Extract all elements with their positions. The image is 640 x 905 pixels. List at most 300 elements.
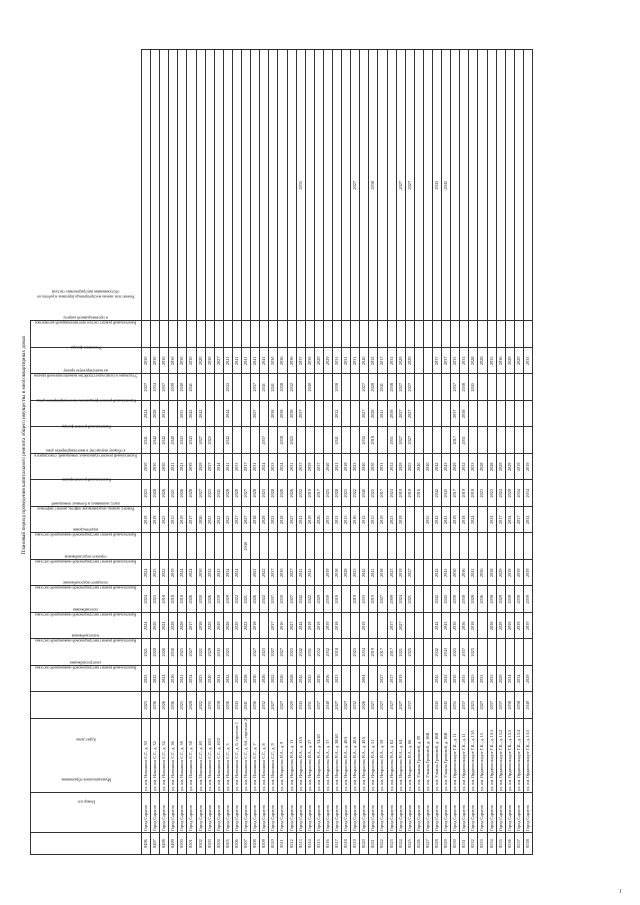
year-cell: 2037	[296, 454, 305, 481]
year-cell	[405, 507, 414, 534]
year-cell: 2032	[314, 639, 323, 666]
year-cell: 2031	[378, 454, 387, 481]
year-cell: 2027	[342, 692, 351, 719]
year-cell: 2041	[242, 348, 251, 375]
municipality-cell: Город Саратов	[142, 793, 151, 833]
year-cell	[342, 586, 351, 613]
year-cell: 2019	[378, 507, 387, 534]
year-cell	[423, 639, 432, 666]
year-cell: 2037	[405, 692, 414, 719]
year-cell	[351, 374, 360, 401]
year-cell: 2017	[378, 348, 387, 375]
row-number-cell: 8522	[378, 833, 387, 855]
year-cell: 2028	[342, 560, 351, 587]
table-body	[142, 50, 533, 855]
year-cell: 2026	[287, 480, 296, 507]
row-number-cell: 8535	[496, 833, 505, 855]
table-row	[169, 50, 178, 855]
year-cell	[423, 533, 432, 560]
year-cell: 2043	[433, 50, 442, 322]
year-cell	[523, 427, 532, 454]
year-cell: 2042	[433, 613, 442, 640]
year-cell	[205, 50, 214, 322]
year-cell: 2024	[142, 401, 151, 428]
year-cell: 2043	[232, 692, 241, 719]
year-cell	[505, 533, 514, 560]
year-cell: 2039	[514, 560, 523, 587]
year-cell	[214, 321, 223, 348]
year-cell: 2034	[223, 560, 232, 587]
year-cell: 2025	[205, 427, 214, 454]
municipality-cell: Город Саратов	[187, 793, 196, 833]
year-cell	[187, 50, 196, 322]
year-cell: 2032	[296, 480, 305, 507]
year-cell: 2025	[351, 560, 360, 587]
year-cell	[460, 50, 469, 322]
year-cell	[514, 50, 523, 322]
year-cell: 2035	[487, 348, 496, 375]
year-cell	[260, 50, 269, 322]
year-cell	[496, 639, 505, 666]
table-row	[369, 50, 378, 855]
year-cell: 2032	[332, 401, 341, 428]
year-cell: 2019	[142, 507, 151, 534]
year-cell: 2027	[396, 613, 405, 640]
year-cell: 2021	[251, 560, 260, 587]
year-cell: 2043	[442, 454, 451, 481]
year-cell: 2042	[296, 613, 305, 640]
year-cell: 2038	[387, 401, 396, 428]
table-row	[378, 50, 387, 855]
year-cell: 2031	[460, 427, 469, 454]
column-header-label: Капитальный ремонт фундамента многоквартирного дома	[36, 398, 136, 404]
year-cell: 2039	[523, 613, 532, 640]
year-cell: 2028	[478, 348, 487, 375]
year-cell: 2040	[242, 533, 251, 560]
year-cell: 2037	[487, 692, 496, 719]
year-cell: 2037	[205, 454, 214, 481]
year-cell	[260, 533, 269, 560]
year-cell: 2025	[369, 480, 378, 507]
year-cell: 2033	[523, 348, 532, 375]
year-cell	[523, 374, 532, 401]
year-cell: 2043	[442, 560, 451, 587]
year-cell: 2024	[160, 666, 169, 693]
address-cell: ул. им. Навашина С.Г., д. 7	[251, 719, 260, 793]
year-cell: 2043	[187, 427, 196, 454]
year-cell: 2028	[223, 480, 232, 507]
year-cell	[323, 427, 332, 454]
row-number-cell: 8533	[478, 833, 487, 855]
municipality-cell: Город Саратов	[442, 793, 451, 833]
year-cell	[196, 50, 205, 322]
year-cell: 2029	[514, 348, 523, 375]
year-cell	[478, 613, 487, 640]
year-cell: 2028	[260, 507, 269, 534]
year-cell: 2022	[305, 586, 314, 613]
year-cell	[505, 639, 514, 666]
year-cell: 2018	[469, 480, 478, 507]
year-cell	[423, 374, 432, 401]
year-cell: 2022	[214, 507, 223, 534]
year-cell: 2029	[496, 613, 505, 640]
address-cell: ул. им. Некрасова Н.А., д. 11	[287, 719, 296, 793]
year-cell: 2040	[360, 480, 369, 507]
year-cell: 2037	[296, 348, 305, 375]
year-cell: 2042	[223, 427, 232, 454]
year-cell: 2045	[442, 50, 451, 322]
year-cell	[442, 533, 451, 560]
municipality-cell: Город Саратов	[460, 793, 469, 833]
address-cell: ул. им. Навашина С.Г., д. 9	[269, 719, 278, 793]
year-cell	[314, 50, 323, 322]
row-number-cell: 8509	[260, 833, 269, 855]
year-cell: 2039	[514, 586, 523, 613]
year-cell: 2027	[478, 692, 487, 719]
year-cell: 2035	[487, 666, 496, 693]
year-cell: 2041	[378, 401, 387, 428]
year-cell: 2023	[260, 480, 269, 507]
year-cell	[178, 321, 187, 348]
table-row	[232, 50, 241, 855]
year-cell: 2027	[396, 427, 405, 454]
table-row	[196, 50, 205, 855]
year-cell: 2017	[387, 666, 396, 693]
year-cell	[423, 321, 432, 348]
year-cell: 2041	[469, 560, 478, 587]
year-cell: 2028	[369, 401, 378, 428]
year-cell	[151, 321, 160, 348]
year-cell: 2035	[460, 666, 469, 693]
year-cell: 2041	[260, 348, 269, 375]
year-cell: 2040	[523, 692, 532, 719]
year-cell	[196, 321, 205, 348]
row-number-cell: 8523	[387, 833, 396, 855]
year-cell: 2040	[360, 348, 369, 375]
year-cell	[487, 427, 496, 454]
year-cell: 2032	[351, 692, 360, 719]
row-number-cell: 8500	[178, 833, 187, 855]
year-cell	[496, 427, 505, 454]
year-cell: 2043	[442, 586, 451, 613]
year-cell: 2024	[178, 560, 187, 587]
address-cell: ул. им. Орджоникидзе Г.К., д. 15/1	[487, 719, 496, 793]
year-cell: 2032	[369, 348, 378, 375]
year-cell: 2027	[287, 586, 296, 613]
year-cell	[414, 586, 423, 613]
year-cell: 2024	[142, 560, 151, 587]
address-cell: ул. им. Некрасова Н.А., д. 64	[396, 719, 405, 793]
column-header-label: Утепление фасада	[70, 345, 102, 351]
year-cell: 2033	[469, 454, 478, 481]
year-cell: 2017	[187, 507, 196, 534]
table-row	[451, 50, 460, 855]
year-cell: 2042	[196, 401, 205, 428]
municipality-cell: Город Саратов	[505, 793, 514, 833]
year-cell: 2040	[423, 454, 432, 481]
year-cell: 2021	[269, 507, 278, 534]
year-cell: 2025	[469, 666, 478, 693]
address-cell: ул. им. Некрасова Н.А., д. 62	[387, 719, 396, 793]
year-cell: 2023	[387, 560, 396, 587]
row-number-cell: 8514	[305, 833, 314, 855]
year-cell: 2041	[169, 454, 178, 481]
year-cell: 2045	[296, 666, 305, 693]
year-cell: 2028	[278, 480, 287, 507]
year-cell: 2041	[332, 427, 341, 454]
year-cell	[478, 639, 487, 666]
year-cell	[214, 533, 223, 560]
year-cell	[242, 560, 251, 587]
year-cell: 2028	[487, 454, 496, 481]
year-cell	[323, 401, 332, 428]
year-cell	[242, 50, 251, 322]
year-cell: 2029	[451, 454, 460, 481]
year-cell: 2023	[196, 666, 205, 693]
year-cell: 2015	[369, 507, 378, 534]
year-cell	[451, 533, 460, 560]
municipality-cell: Город Саратов	[214, 793, 223, 833]
table-row	[187, 50, 196, 855]
year-cell: 2034	[360, 639, 369, 666]
year-cell	[305, 321, 314, 348]
municipality-cell: Город Саратов	[251, 793, 260, 833]
year-cell: 2027	[387, 692, 396, 719]
year-cell: 2034	[278, 454, 287, 481]
year-cell: 2042	[433, 480, 442, 507]
year-cell: 2034	[214, 666, 223, 693]
year-cell: 2018	[332, 639, 341, 666]
year-cell	[260, 401, 269, 428]
year-cell: 2023	[151, 586, 160, 613]
row-number-cell: 8499	[169, 833, 178, 855]
year-cell: 2024	[187, 560, 196, 587]
year-cell: 2029	[232, 666, 241, 693]
year-cell: 2019	[460, 480, 469, 507]
year-cell: 2022	[269, 666, 278, 693]
year-cell: 2027	[405, 50, 414, 322]
municipality-cell: Город Саратов	[169, 793, 178, 833]
year-cell: 2022	[232, 586, 241, 613]
year-cell	[314, 560, 323, 587]
municipality-cell: Город Саратов	[405, 793, 414, 833]
year-cell	[414, 692, 423, 719]
municipality-cell: Город Саратов	[232, 793, 241, 833]
address-cell: ул. им. Ульяны Громовой, д. 16В	[423, 719, 432, 793]
year-cell: 2029	[223, 586, 232, 613]
year-cell: 2021	[178, 666, 187, 693]
year-cell: 2027	[405, 401, 414, 428]
year-cell	[242, 321, 251, 348]
year-cell: 2037	[433, 348, 442, 375]
year-cell	[187, 533, 196, 560]
year-cell: 2027	[242, 507, 251, 534]
year-cell	[342, 533, 351, 560]
year-cell	[351, 666, 360, 693]
municipality-cell: Город Саратов	[323, 793, 332, 833]
year-cell	[487, 374, 496, 401]
municipality-cell: Город Саратов	[423, 793, 432, 833]
year-cell: 2026	[178, 480, 187, 507]
year-cell: 2019	[351, 586, 360, 613]
year-cell: 2041	[296, 560, 305, 587]
column-header	[31, 799, 142, 855]
year-cell: 2039	[323, 560, 332, 587]
year-cell	[260, 321, 269, 348]
column-header-label: Капитальный ремонт фасада	[61, 424, 111, 430]
year-cell: 2031	[305, 692, 314, 719]
year-cell	[487, 401, 496, 428]
year-cell: 2043	[223, 374, 232, 401]
year-cell: 2019	[369, 586, 378, 613]
year-cell: 2017	[496, 507, 505, 534]
table-row	[223, 50, 232, 855]
year-cell: 2042	[151, 427, 160, 454]
year-cell: 2040	[414, 454, 423, 481]
row-number-cell: 8534	[487, 833, 496, 855]
year-cell: 2038	[278, 401, 287, 428]
year-cell	[442, 427, 451, 454]
year-cell: 2018	[378, 560, 387, 587]
address-cell: ул. им. Некрасова Н.А., д. 66	[405, 719, 414, 793]
year-cell: 2029	[496, 454, 505, 481]
year-cell	[514, 427, 523, 454]
year-cell	[205, 401, 214, 428]
row-number-cell: 8511	[278, 833, 287, 855]
municipality-cell: Город Саратов	[514, 793, 523, 833]
municipality-cell: Город Саратов	[196, 793, 205, 833]
year-cell	[342, 666, 351, 693]
year-cell: 2031	[251, 454, 260, 481]
year-cell: 2022	[260, 560, 269, 587]
year-cell: 2036	[460, 560, 469, 587]
row-number-cell: 8505	[223, 833, 232, 855]
year-cell: 2028	[187, 480, 196, 507]
year-cell: 2022	[351, 480, 360, 507]
year-cell	[505, 427, 514, 454]
address-cell: ул. им. Некрасова Н.А., д. 37	[323, 719, 332, 793]
year-cell: 2004	[360, 666, 369, 693]
year-cell: 2035	[178, 401, 187, 428]
year-cell: 2017	[387, 639, 396, 666]
year-cell: 2021	[142, 639, 151, 666]
year-cell	[296, 321, 305, 348]
year-cell: 2019	[305, 507, 314, 534]
year-cell: 2040	[323, 692, 332, 719]
year-cell: 2038	[505, 692, 514, 719]
year-cell: 2028	[169, 613, 178, 640]
year-cell	[178, 50, 187, 322]
year-cell: 2035	[451, 692, 460, 719]
year-cell: 2017	[187, 613, 196, 640]
year-cell: 2039	[323, 613, 332, 640]
year-cell: 2019	[169, 560, 178, 587]
year-cell	[351, 613, 360, 640]
year-cell	[142, 50, 151, 322]
municipality-cell: Город Саратов	[332, 793, 341, 833]
year-cell	[232, 321, 241, 348]
year-cell	[323, 50, 332, 322]
year-cell: 2025	[178, 639, 187, 666]
year-cell: 2019	[305, 613, 314, 640]
year-cell	[378, 613, 387, 640]
year-cell: 2031	[332, 348, 341, 375]
municipality-cell: Город Саратов	[296, 793, 305, 833]
year-cell	[405, 321, 414, 348]
year-cell	[496, 401, 505, 428]
year-cell: 2038	[332, 374, 341, 401]
year-cell: 2043	[214, 560, 223, 587]
year-cell	[160, 533, 169, 560]
year-cell: 2042	[187, 401, 196, 428]
year-cell: 2015	[169, 507, 178, 534]
year-cell	[296, 533, 305, 560]
year-cell: 2031	[342, 348, 351, 375]
year-cell	[278, 321, 287, 348]
year-cell	[423, 692, 432, 719]
year-cell: 2027	[269, 692, 278, 719]
year-cell	[342, 374, 351, 401]
municipality-cell: Город Саратов	[414, 793, 423, 833]
year-cell	[232, 401, 241, 428]
year-cell: 2019	[396, 507, 405, 534]
year-cell: 2027	[142, 374, 151, 401]
year-cell	[251, 533, 260, 560]
year-cell	[187, 321, 196, 348]
year-cell: 2029	[205, 639, 214, 666]
year-cell: 2027	[287, 613, 296, 640]
year-cell: 2041	[296, 507, 305, 534]
year-cell: 2027	[251, 401, 260, 428]
address-cell: ул. им. Некрасова Н.А., д. 40А	[351, 719, 360, 793]
year-cell: 2033	[360, 586, 369, 613]
year-cell: 2018	[460, 507, 469, 534]
address-cell: ул. им. Навашина С.Г., д. 34	[160, 719, 169, 793]
year-cell: 2034	[505, 507, 514, 534]
year-cell: 2018	[342, 454, 351, 481]
year-cell: 2038	[278, 374, 287, 401]
year-cell: 2038	[269, 401, 278, 428]
year-cell	[405, 666, 414, 693]
year-cell: 2018	[369, 427, 378, 454]
table-row	[269, 50, 278, 855]
year-cell: 2034	[523, 480, 532, 507]
municipality-cell: Город Саратов	[342, 793, 351, 833]
year-cell: 2019	[178, 507, 187, 534]
repair-schedule-table	[30, 49, 533, 855]
year-cell: 2023	[332, 666, 341, 693]
year-cell	[360, 321, 369, 348]
table-row	[433, 50, 442, 855]
year-cell	[251, 427, 260, 454]
year-cell	[478, 427, 487, 454]
year-cell: 2020	[196, 348, 205, 375]
year-cell	[442, 321, 451, 348]
address-cell: ул. им. Навашина С.Г., д. 8	[260, 719, 269, 793]
year-cell	[423, 427, 432, 454]
year-cell	[196, 533, 205, 560]
year-cell: 2027	[196, 427, 205, 454]
year-cell	[369, 321, 378, 348]
year-cell	[369, 533, 378, 560]
year-cell	[460, 321, 469, 348]
year-cell: 2027	[332, 692, 341, 719]
year-cell: 2042	[360, 560, 369, 587]
year-cell	[423, 480, 432, 507]
year-cell: 2027	[378, 586, 387, 613]
year-cell	[232, 374, 241, 401]
address-cell: ул. им. Навашина С.Г., д. 38	[178, 719, 187, 793]
